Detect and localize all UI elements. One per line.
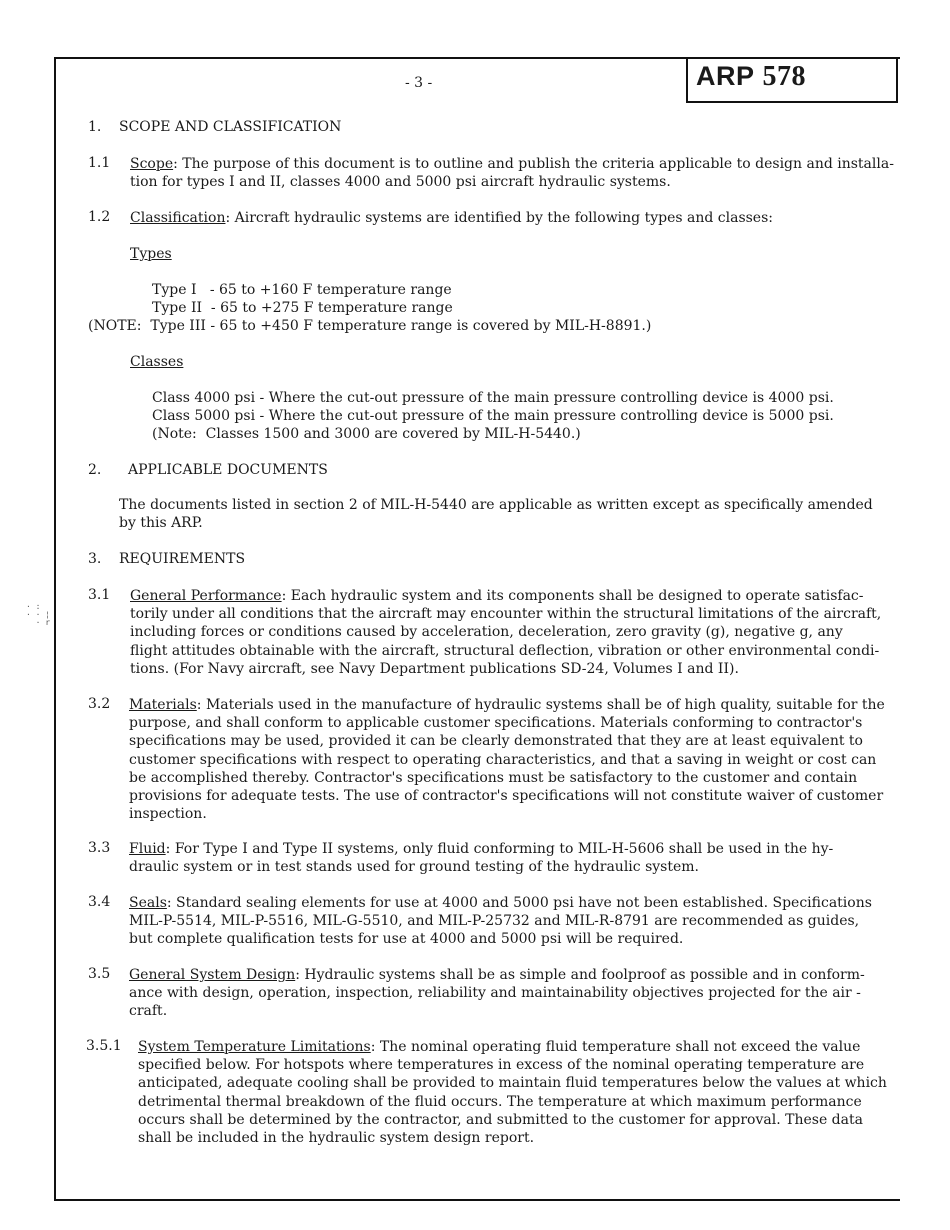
paragraph-line: General System Design: Hydraulic systems shall be as simple and foolproof as possible and in conform-: [129, 967, 865, 983]
document-id: [696, 61, 806, 93]
types-note: (NOTE: Type III - 65 to +450 F temperature range is covered by MIL-H-8891.): [88, 318, 652, 334]
section-1-1-heading: Scope: [130, 156, 174, 172]
classes-heading: Classes: [130, 354, 184, 370]
page-number: - 3 -: [405, 75, 433, 91]
paragraph-line: anticipated, adequate cooling shall be provided to maintain fluid temperatures below the values at which: [138, 1075, 887, 1092]
class-4000-line: Class 4000 psi - Where the cut-out pressure of the main pressure controlling device is 4000 psi.: [152, 390, 834, 406]
types-heading: Types: [130, 246, 172, 262]
paragraph-line: flight attitudes obtainable with the aircraft, structural deflection, vibration or other environmental condi-: [130, 642, 880, 659]
paragraph-line: The documents listed in section 2 of MIL-H-5440 are applicable as written except as specifically amended: [119, 497, 873, 513]
paragraph-line: be accomplished thereby. Contractor's specifications must be satisfactory to the customer and contain: [129, 769, 858, 786]
paragraph-line: torily under all conditions that the aircraft may encounter within the structural limitations of the aircraft,: [130, 606, 882, 623]
section-1-2-number: 1.2: [88, 209, 111, 225]
section-2-title: APPLICABLE DOCUMENTS: [128, 462, 328, 478]
section-2-paragraph: [119, 496, 873, 532]
document-id-number: 578: [762, 61, 807, 92]
section-3-5-number: 3.5: [88, 966, 111, 982]
paragraph-line: detrimental thermal breakdown of the fluid occurs. The temperature at which maximum performance: [138, 1093, 862, 1110]
section-3-1-heading: General Performance: [130, 588, 282, 604]
paragraph-line: Fluid: For Type I and Type II systems, only fluid conforming to MIL-H-5606 shall be used in the hy-: [129, 841, 834, 857]
section-3-3-heading: Fluid: [129, 841, 166, 857]
section-3-5-1-paragraph: [138, 1038, 887, 1147]
section-3-title: REQUIREMENTS: [119, 551, 246, 567]
section-1-1-paragraph: [130, 155, 894, 191]
paragraph-line: System Temperature Limitations: The nominal operating fluid temperature shall not exceed the value: [138, 1039, 861, 1055]
margin-marks-decoration: · : · · ¦ · r: [26, 602, 51, 627]
section-3-4-paragraph: [129, 894, 872, 949]
paragraph-line: specifications may be used, provided it can be clearly demonstrated that they are at least equivalent to: [129, 733, 863, 750]
section-3-4-number: 3.4: [88, 894, 111, 910]
section-1-number: 1.: [88, 119, 102, 135]
section-3-3-paragraph: [129, 840, 833, 876]
section-3-5-1-number: 3.5.1: [86, 1038, 122, 1054]
paragraph-line: tions. (For Navy aircraft, see Navy Department publications SD-24, Volumes I and II).: [130, 660, 739, 677]
class-5000-line: Class 5000 psi - Where the cut-out pressure of the main pressure controlling device is 5000 psi.: [152, 408, 834, 424]
section-3-5-heading: General System Design: [129, 967, 296, 983]
type-i-line: Type I - 65 to +160 F temperature range: [152, 282, 452, 298]
paragraph-line: General Performance: Each hydraulic system and its components shall be designed to operate satisfac-: [130, 588, 864, 604]
paragraph-line: craft.: [129, 1003, 168, 1020]
section-3-number: 3.: [88, 551, 102, 567]
section-1-2-line: Classification: Aircraft hydraulic systems are identified by the following types and classes:: [130, 210, 773, 226]
section-3-2-paragraph: [129, 696, 885, 823]
paragraph-line: Seals: Standard sealing elements for use at 4000 and 5000 psi have not been established. Specifications: [129, 895, 872, 911]
paragraph-line: provisions for adequate tests. The use of contractor's specifications will not constitute waiver of customer: [129, 788, 884, 805]
section-2-number: 2.: [88, 462, 102, 478]
paragraph-line: specified below. For hotspots where temperatures in excess of the nominal operating temperature are: [138, 1057, 865, 1074]
paragraph-line: draulic system or in test stands used for ground testing of the hydraulic system.: [129, 859, 699, 876]
paragraph-line: shall be included in the hydraulic system design report.: [138, 1130, 535, 1147]
paragraph-line: inspection.: [129, 806, 207, 823]
document-id-prefix: ARP: [696, 61, 755, 91]
section-3-2-number: 3.2: [88, 696, 111, 712]
section-3-4-heading: Seals: [129, 895, 167, 911]
section-1-title: SCOPE AND CLASSIFICATION: [119, 119, 342, 135]
section-1-2-heading: Classification: [130, 210, 226, 226]
paragraph-line: Scope: The purpose of this document is to outline and publish the criteria applicable to design and installa-: [130, 156, 894, 172]
paragraph-line: tion for types I and II, classes 4000 and 5000 psi aircraft hydraulic systems.: [130, 174, 671, 191]
paragraph-line: occurs shall be determined by the contractor, and submitted to the customer for approval. These data: [138, 1111, 863, 1128]
type-ii-line: Type II - 65 to +275 F temperature range: [152, 300, 453, 316]
paragraph-line: ance with design, operation, inspection, reliability and maintainability objectives projected for the air -: [129, 985, 861, 1002]
paragraph-line: Materials: Materials used in the manufacture of hydraulic systems shall be of high quality, suitable for the: [129, 697, 885, 713]
section-1-1-number: 1.1: [88, 155, 111, 171]
section-3-1-paragraph: [130, 587, 881, 678]
document-id-box: [686, 57, 898, 103]
paragraph-line: including forces or conditions caused by acceleration, deceleration, zero gravity (g), negative g, any: [130, 624, 843, 641]
section-3-5-1-heading: System Temperature Limitations: [138, 1039, 371, 1055]
paragraph-line: by this ARP.: [119, 515, 203, 532]
paragraph-line: but complete qualification tests for use at 4000 and 5000 psi will be required.: [129, 931, 684, 948]
paragraph-line: purpose, and shall conform to applicable customer specifications. Materials conforming to contractor's: [129, 715, 863, 732]
classes-note: (Note: Classes 1500 and 3000 are covered by MIL-H-5440.): [152, 426, 581, 442]
paragraph-line: customer specifications with respect to operating characteristics, and that a saving in weight or cost can: [129, 751, 877, 768]
section-3-2-heading: Materials: [129, 697, 197, 713]
section-3-5-paragraph: [129, 966, 865, 1021]
paragraph-line: MIL-P-5514, MIL-P-5516, MIL-G-5510, and MIL-P-25732 and MIL-R-8791 are recommended as guides,: [129, 913, 860, 930]
section-3-1-number: 3.1: [88, 587, 111, 603]
section-3-3-number: 3.3: [88, 840, 111, 856]
